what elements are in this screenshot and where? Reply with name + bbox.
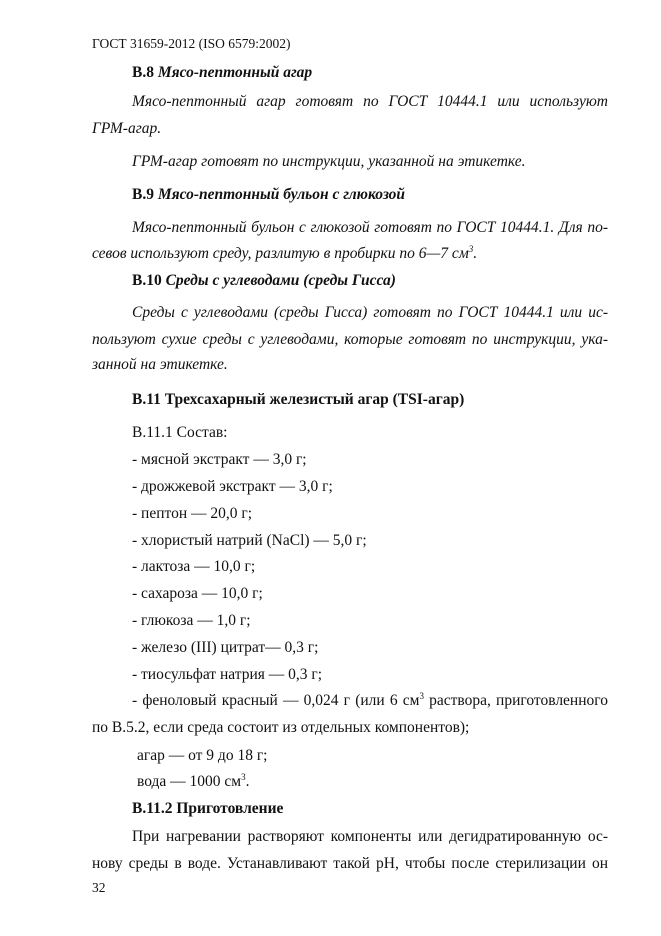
page-number: 32 [92,880,106,895]
section-b9-title: Мясо-пептонный бульон с глюкозой [157,186,406,203]
composition-item-agar: агар — от 9 до 18 г; [137,747,268,764]
composition-item-phenol-line2: по В.5.2, если среда состоит из отдельных компонентов); [92,719,470,736]
section-b9-heading [132,186,405,204]
section-b10-heading [132,272,396,290]
composition-item: - хлористый натрий (NaCl) — 5,0 г; [132,532,367,549]
section-b9-number: В.9 [132,186,154,203]
preparation-paragraph-line2: нову среды в воде. Устанавливают такой рН, чтобы после стерилизации он [92,855,608,872]
composition-item: - тиосульфат натрия — 0,3 г; [132,666,323,683]
subsection-b11-1-heading: В.11.1 Состав: [132,424,228,441]
section-b8-title: Мясо-пептонный агар [157,64,313,81]
section-b9-paragraph-line2: севов используют среду, разлитую в пробирки по 6—7 $см^3$. [92,243,478,262]
section-b10-title: Среды с углеводами (среды Гисса) [165,272,396,289]
composition-item: - мясной экстракт — 3,0 г; [132,451,307,468]
document-header: ГОСТ 31659-2012 (ISO 6579:2002) [92,36,291,51]
composition-item: - железо (III) цитрат— 0,3 г; [132,639,319,656]
section-b10-paragraph-line3: занной на этикетке. [92,356,228,373]
composition-item: - дрожжевой экстракт — 3,0 г; [132,478,333,495]
section-b9-paragraph-line1: Мясо-пептонный бульон с глюкозой готовят по ГОСТ 10444.1. Для по- [132,219,608,236]
composition-item: - сахароза — 10,0 г; [132,585,263,602]
section-b8-paragraph-line1: Мясо-пептонный агар готовят по ГОСТ 10444.1 или используют [132,93,608,110]
composition-item: - глюкоза — 1,0 г; [132,612,251,629]
composition-item-water: вода — 1000 $см^3$. [137,771,250,790]
composition-item: - лактоза — 10,0 г; [132,558,256,575]
section-b10-number: В.10 [132,272,162,289]
section-b11-heading: В.11 Трехсахарный железистый агар (TSI-агар) [132,391,465,408]
composition-item-phenol-line1: - феноловый красный — 0,024 г (или 6 $см^3$ раствора, приготовленного [132,690,608,709]
preparation-paragraph-line1: При нагревании растворяют компоненты или дегидратированную ос- [132,828,608,845]
section-b10-paragraph-line2: пользуют сухие среды с углеводами, которые готовят по инструкции, ука- [92,331,608,348]
section-b8-number: В.8 [132,64,154,81]
section-b8-heading [132,64,312,82]
composition-item: - пептон — 20,0 г; [132,505,253,522]
subsection-b11-2-heading: В.11.2 Приготовление [132,800,284,817]
section-b8-paragraph2: ГРМ-агар готовят по инструкции, указанной на этикетке. [132,153,526,170]
section-b10-paragraph-line1: Среды с углеводами (среды Гисса) готовят по ГОСТ 10444.1 или ис- [132,304,608,321]
section-b8-paragraph-line2: ГРМ-агар. [92,120,162,137]
